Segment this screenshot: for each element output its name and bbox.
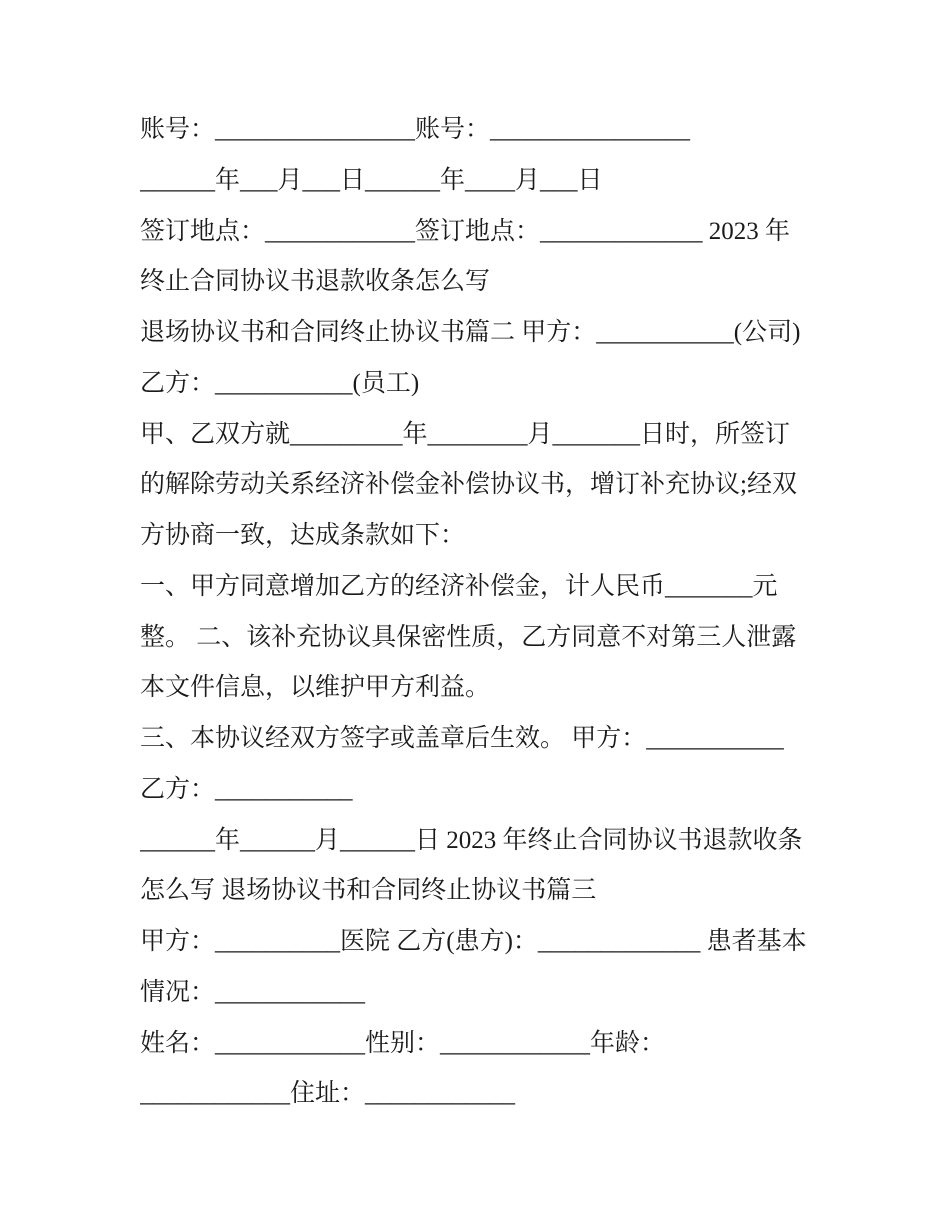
- text-line-clause-three: 三、本协议经双方签字或盖章后生效。 甲方：___________: [140, 725, 784, 752]
- text-line-hospital-patient: 甲方：__________医院 乙方(患方)：_____________ 患者基本: [140, 928, 807, 955]
- text-line-date-heading: ______年______月______日 2023 年终止合同协议书退款收条: [140, 826, 803, 854]
- text-line-account: 账号：________________账号：________________: [140, 116, 691, 143]
- text-line-dates: ______年___月___日______年____月___日: [140, 166, 603, 194]
- text-line-section-three-heading: 怎么写 退场协议书和合同终止协议书篇三: [140, 877, 597, 905]
- text-line: 终止合同协议书退款收条怎么写: [140, 268, 491, 296]
- text-line: 甲、乙双方就_________年________月_______日时，所签订: [140, 420, 791, 448]
- text-line-section-two-heading: 退场协议书和合同终止协议书篇二 甲方：___________(公司): [140, 319, 801, 346]
- text-line-party-b: 乙方：___________(员工): [140, 369, 420, 397]
- document-body: [140, 105, 940, 1120]
- text-line-signing-place: 签订地点：____________签订地点：_____________ 2023 年: [140, 217, 791, 245]
- text-line: 的解除劳动关系经济补偿金补偿协议书，增订补充协议;经双: [140, 471, 797, 499]
- text-line-address: ____________住址：____________: [140, 1080, 516, 1108]
- text-line-clause-one: 一、甲方同意增加乙方的经济补偿金，计人民币_______元: [140, 572, 778, 600]
- text-line: 本文件信息，以维护甲方利益。: [140, 674, 491, 702]
- text-line-situation: 情况：____________: [140, 978, 366, 1006]
- text-line-party-b-signature: 乙方：___________: [140, 775, 353, 803]
- text-line-name-gender-age: 姓名：____________性别：____________年龄：: [140, 1029, 666, 1057]
- text-line-clause-two: 整。 二、该补充协议具保密性质，乙方同意不对第三人泄露: [140, 623, 797, 651]
- text-line: 方协商一致，达成条款如下：: [140, 522, 466, 549]
